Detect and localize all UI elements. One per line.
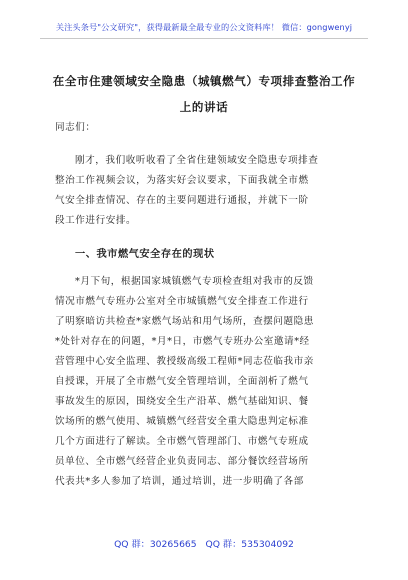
section-line: 了明察暗访共检查*家燃气场站和用气场所，查摆问题隐患 [55, 316, 314, 327]
header-divider [40, 38, 368, 39]
salutation: 同志们： [55, 122, 96, 133]
paragraph-gap [55, 231, 355, 244]
section-line: 事故发生的原因，围绕安全生产沿革、燃气基础知识、餐 [55, 396, 309, 407]
section-line: 饮场所的燃气使用、城镇燃气经营安全重大隐患判定标准 [55, 416, 309, 427]
intro-line: 段工作进行安排。 [55, 215, 137, 226]
section-line: *处针对存在的问题，*月*日，市燃气专班办公室邀请*经 [55, 336, 310, 347]
paragraph-gap [55, 138, 355, 151]
header-note: 关注头条号"公文研究"，获得最新最全最专业的公文资料库！ 微信：gongwenyj [55, 22, 353, 32]
document-body [55, 118, 355, 492]
section-line: 代表共*多人参加了培训，通过培训，进一步明确了各部 [55, 476, 304, 487]
section-heading: 一、我市燃气安全存在的现状 [75, 249, 215, 260]
section-line: 营管理中心安全监理、教授级高级工程师*同志莅临我市亲 [55, 356, 314, 367]
title-line-2: 上的讲话 [179, 100, 229, 114]
footer-contacts [0, 536, 408, 550]
footer-qq-group-1: QQ 群：30265665 [114, 539, 197, 550]
intro-line: 气安全排查情况、存在的主要问题进行通报，并就下一阶 [55, 195, 309, 206]
title-line-1: 在全市住建领域安全隐患（城镇燃气）专项排查整治工作 [52, 74, 356, 88]
section-line: 自授课，开展了全市燃气安全管理培训，全面剖析了燃气 [55, 376, 309, 387]
footer-qq-group-2: QQ 群：535304092 [205, 539, 294, 550]
intro-line: 刚才，我们收听收看了全省住建领域安全隐患专项排查 [75, 155, 319, 166]
section-line: 员单位、全市燃气经营企业负责同志、部分餐饮经营场所 [55, 456, 309, 467]
section-line: 情况市燃气专班办公室对全市城镇燃气安全排查工作进行 [55, 296, 309, 307]
document-title [40, 68, 368, 120]
section-line: 几个方面进行了解读。全市燃气管理部门、市燃气专班成 [55, 436, 309, 447]
intro-line: 整治工作视频会议，为落实好会议要求，下面我就全市燃 [55, 175, 309, 186]
section-line: *月下旬，根据国家城镇燃气专项检查组对我市的反馈 [75, 276, 314, 287]
